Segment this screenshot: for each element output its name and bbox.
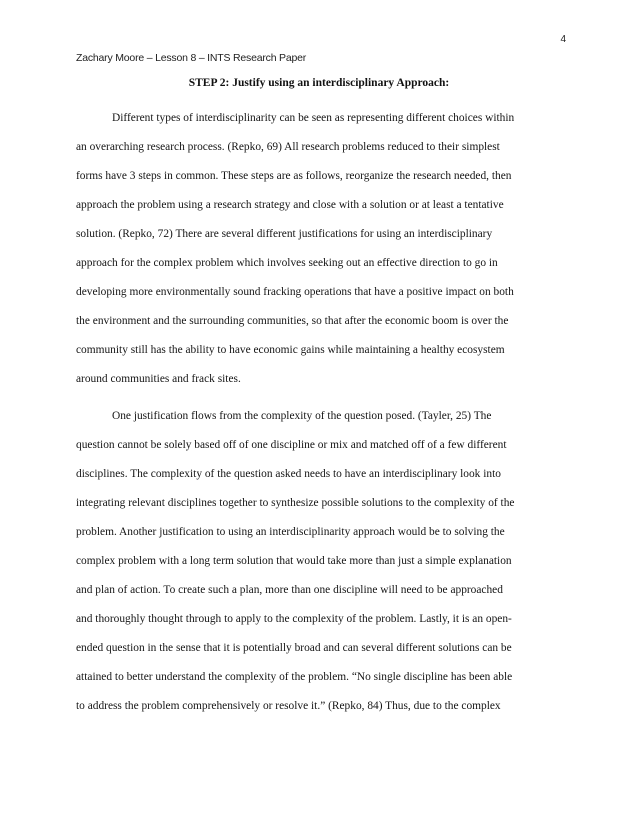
paragraph-2 — [76, 402, 562, 721]
page-number: 4 — [560, 34, 566, 45]
text-line: an overarching research process. (Repko, 69) All research problems reduced to their simplest — [76, 141, 500, 153]
text-line: and plan of action. To create such a plan, more than one discipline will need to be approached — [76, 584, 503, 596]
text-line: problem. Another justification to using an interdisciplinarity approach would be to solving the — [76, 526, 505, 538]
text-line: integrating relevant disciplines together to synthesize possible solutions to the complexity of the — [76, 497, 515, 509]
text-line: solution. (Repko, 72) There are several different justifications for using an interdisciplinary — [76, 228, 493, 240]
text-line: One justification flows from the complexity of the question posed. (Tayler, 25) The — [112, 410, 492, 422]
running-header: Zachary Moore – Lesson 8 – INTS Research Paper — [76, 52, 307, 64]
text-line: disciplines. The complexity of the question asked needs to have an interdisciplinary look into — [76, 468, 501, 480]
text-line: ended question in the sense that it is potentially broad and can several different solutions can be — [76, 642, 512, 654]
text-line: community still has the ability to have economic gains while maintaining a healthy ecosystem — [76, 344, 505, 356]
paragraph-1 — [76, 104, 562, 394]
text-line: approach for the complex problem which involves seeking out an effective direction to go in — [76, 257, 498, 269]
text-line: Different types of interdisciplinarity can be seen as representing different choices within — [112, 112, 515, 124]
section-heading: STEP 2: Justify using an interdisciplinary Approach: — [188, 77, 450, 89]
text-line: around communities and frack sites. — [76, 373, 241, 385]
text-line: and thoroughly thought through to apply to the complexity of the problem. Lastly, it is an open- — [76, 613, 512, 625]
text-line: the environment and the surrounding communities, so that after the economic boom is over the — [76, 315, 509, 327]
text-line: attained to better understand the complexity of the problem. “No single discipline has been able — [76, 671, 513, 683]
body-text — [76, 104, 562, 721]
text-line: question cannot be solely based off of one discipline or mix and matched off of a few different — [76, 439, 507, 451]
text-line: complex problem with a long term solution that would take more than just a simple explanation — [76, 555, 512, 567]
text-line: to address the problem comprehensively or resolve it.” (Repko, 84) Thus, due to the complex — [76, 700, 501, 712]
text-line: developing more environmentally sound fracking operations that have a positive impact on both — [76, 286, 514, 298]
text-line: forms have 3 steps in common. These steps are as follows, reorganize the research needed, then — [76, 170, 512, 182]
text-line: approach the problem using a research strategy and close with a solution or at least a tentative — [76, 199, 504, 211]
